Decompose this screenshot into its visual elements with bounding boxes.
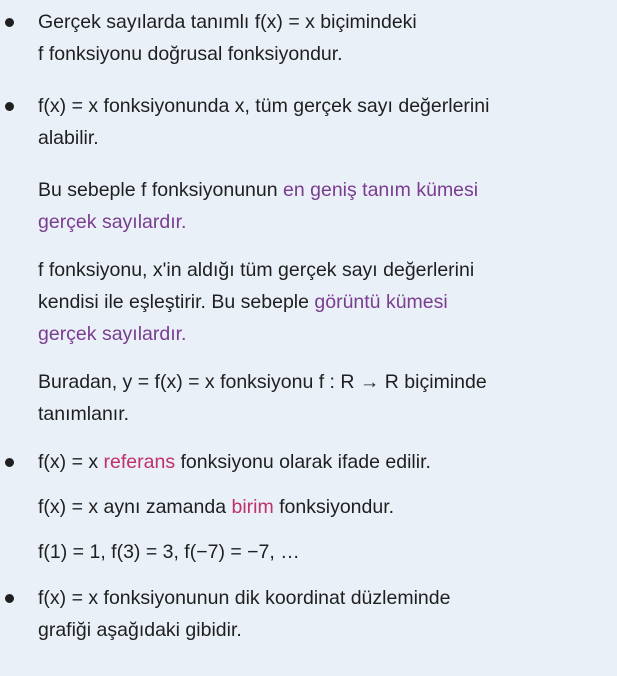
highlight-domain-term: en geniş tanım kümesi: [283, 179, 479, 201]
highlight-range-term: gerçek sayılardır.: [38, 323, 187, 345]
text-segment: fonksiyondur.: [273, 496, 395, 518]
highlight-reference-term: referans: [103, 451, 176, 473]
text-line: f fonksiyonu doğrusal fonksiyondur.: [38, 43, 343, 65]
text-line: [38, 286, 609, 318]
text-line: f(x) = x fonksiyonunun dik koordinat düzleminde: [38, 587, 451, 609]
text-line: [38, 491, 609, 523]
paragraph-range: [0, 254, 617, 350]
text-line: tanımlanır.: [38, 403, 130, 425]
bullet-dot-icon: [5, 102, 14, 111]
text-line: alabilir.: [38, 127, 99, 149]
text-line: [38, 446, 609, 478]
text-line: f(1) = 1, f(3) = 3, f(−7) = −7, …: [38, 541, 300, 563]
text-segment: f(x) = x: [38, 451, 104, 473]
bullet-dot-icon: [5, 18, 14, 27]
text-line: grafiği aşağıdaki gibidir.: [38, 619, 242, 641]
paragraph-examples: [0, 536, 617, 568]
highlight-identity-term: birim: [231, 496, 274, 518]
bullet-dot-icon: [5, 458, 14, 467]
text-line: f(x) = x fonksiyonunda x, tüm gerçek sayı değerlerini: [38, 95, 490, 117]
paragraph-definition: [0, 366, 617, 430]
highlight-range-term: görüntü kümesi: [314, 291, 448, 313]
text-segment: fonksiyonu olarak ifade edilir.: [175, 451, 431, 473]
bullet-dot-icon: [5, 594, 14, 603]
bullet-item-domain-values: [0, 90, 617, 154]
bullet-item-linear-function: [0, 6, 617, 70]
highlight-domain-term: gerçek sayılardır.: [38, 211, 187, 233]
text-line: [38, 174, 609, 206]
paragraph-domain: [0, 174, 617, 238]
text-line: Gerçek sayılarda tanımlı f(x) = x biçimindeki: [38, 11, 417, 33]
text-line: Buradan, y = f(x) = x fonksiyonu f : R → R biçiminde: [38, 371, 487, 393]
text-segment: Bu sebeple f fonksiyonunun: [38, 179, 284, 201]
text-line: f fonksiyonu, x'in aldığı tüm gerçek sayı değerlerini: [38, 259, 475, 281]
text-segment: f(x) = x aynı zamanda: [38, 496, 232, 518]
bullet-item-reference-function: [0, 446, 617, 478]
paragraph-identity-function: [0, 491, 617, 523]
text-segment: kendisi ile eşleştirir. Bu sebeple: [38, 291, 315, 313]
bullet-item-graph: [0, 582, 617, 646]
